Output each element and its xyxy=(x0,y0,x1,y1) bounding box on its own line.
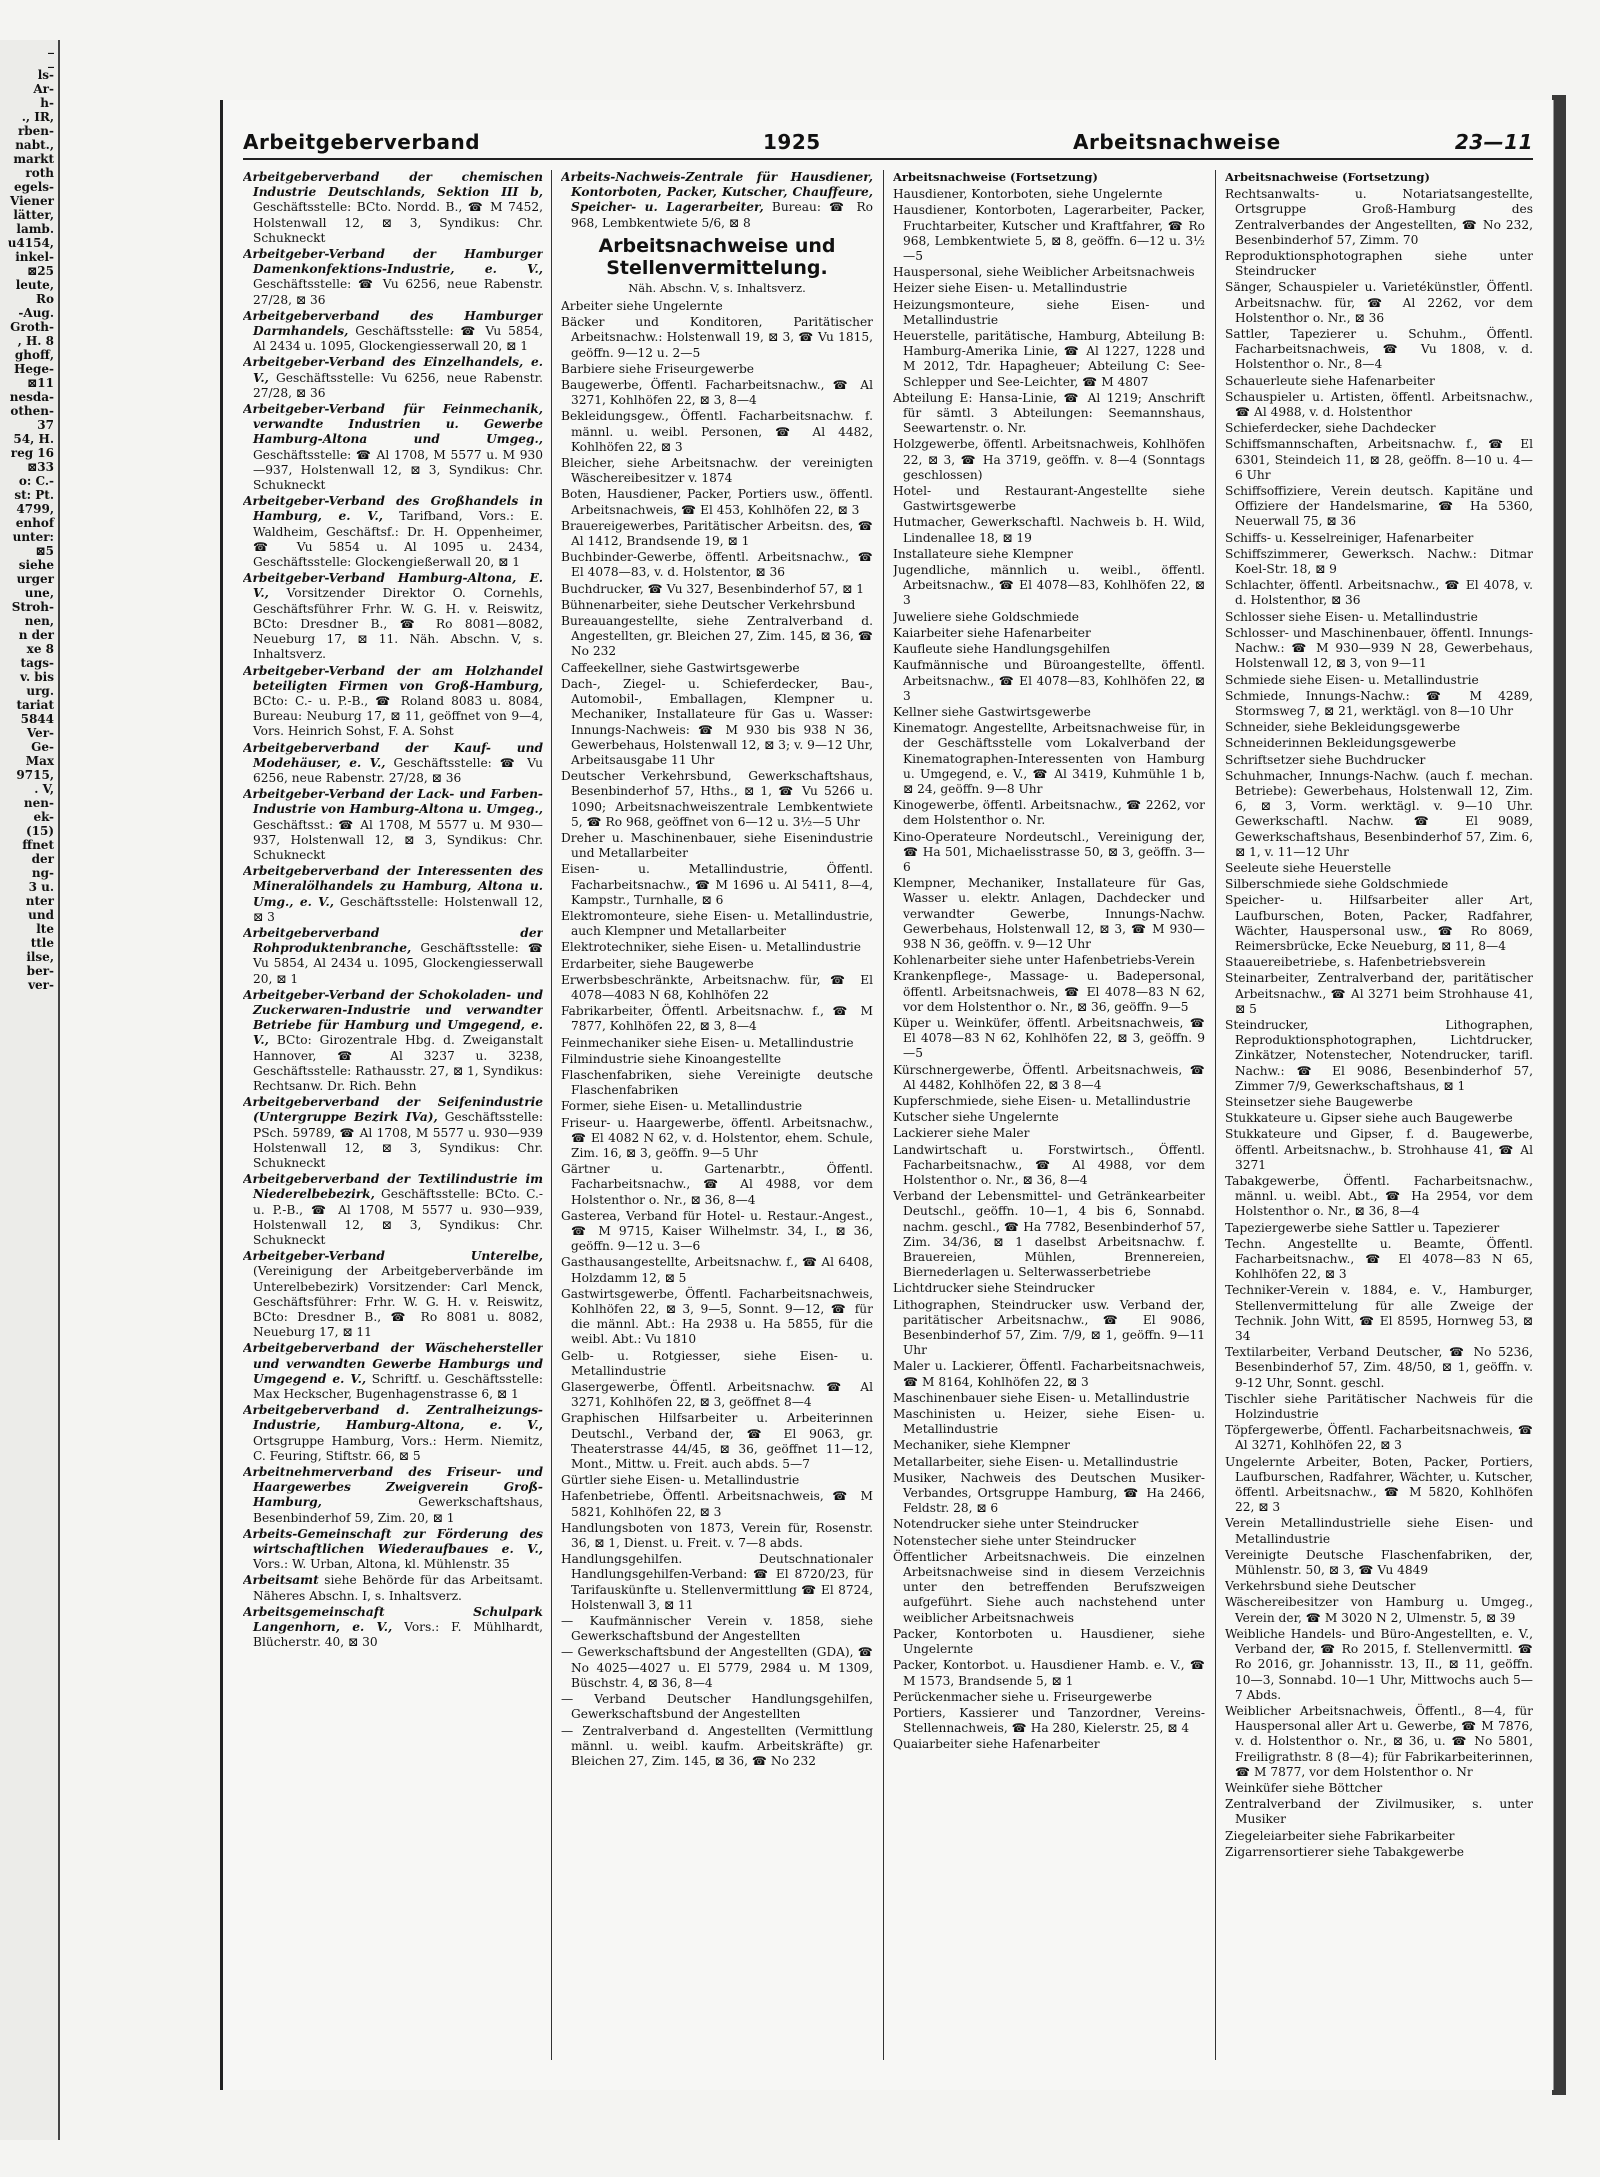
entry-details: BCto: Girozentrale Hbg. d. Zweiganstalt Hannover, ☎ Al 3237 u. 3238, Geschäftsstelle: Rathausstr. 27, ⊠ 1, Syndikus: Rechtsanw. Dr. Rich. Behn xyxy=(253,1033,543,1093)
directory-entry: Schieferdecker, siehe Dachdecker xyxy=(1225,421,1436,436)
directory-entry: Erdarbeiter, siehe Baugewerbe xyxy=(561,956,754,971)
directory-entry: Weinküfer siehe Böttcher xyxy=(1225,1780,1383,1795)
directory-entry: Elektrotechniker, siehe Eisen- u. Metallindustrie xyxy=(561,940,861,955)
directory-entry: Schiffszimmerer, Gewerksch. Nachw.: Ditmar Koel-Str. 18, ⊠ 9 xyxy=(1225,546,1533,577)
entry-details: Geschäftsstelle: Vu 6256, neue Rabenstr. 27/28, ⊠ 36 xyxy=(253,370,543,400)
directory-entry: Öffentlicher Arbeitsnachweis. Die einzelnen Arbeitsnachweise sind in diesem Verzeichnis unter den betreffenden Berufszweigen aufgeführt. Siehe auch nachstehend unter weiblicher Arbeitsnachweis xyxy=(893,1549,1205,1625)
fragment-text: (15) xyxy=(25,824,54,838)
section-title: Arbeitsnachweise und Stellenvermittelung. xyxy=(598,234,836,279)
directory-entry: Gasthausangestellte, Arbeitsnachw. f., ☎ Al 6408, Holzdamm 12, ⊠ 5 xyxy=(561,1255,873,1285)
directory-entry xyxy=(243,1249,543,1340)
directory-entry: Notendrucker siehe unter Steindrucker xyxy=(893,1517,1139,1532)
directory-entry xyxy=(243,494,543,570)
directory-entry: — Zentralverband d. Angestellten (Vermittlung männl. u. weibl. kaufm. Arbeitskräfte) gr. Bleichen 27, Zim. 145, ⊠ 36, ☎ No 232 xyxy=(561,1723,873,1768)
directory-entry: Wäschereibesitzer von Hamburg u. Umgeg., Verein der, ☎ M 3020 N 2, Ulmenstr. 5, ⊠ 39 xyxy=(1225,1595,1533,1625)
entry-details: Geschäftsstelle: Holstenwall 12, ⊠ 3 xyxy=(253,894,543,924)
fragment-text: urg. xyxy=(26,684,54,698)
entry-details: Gewerkschaftshaus, Besenbinderhof 59, Zim. 20, ⊠ 1 xyxy=(253,1495,543,1525)
directory-entry: Eisen- u. Metallindustrie, Öffentl. Facharbeitsnachw., ☎ M 1696 u. Al 5411, 8—4, Kampstr., Turnhalle, ⊠ 6 xyxy=(561,862,873,907)
entry-details: Geschäftsstelle: ☎ Vu 6256, neue Rabenstr. 27/28, ⊠ 36 xyxy=(253,755,543,785)
fragment-text: leute, xyxy=(15,278,54,292)
directory-entry xyxy=(243,1172,543,1248)
directory-entry: Schlosser- und Maschinenbauer, öffentl. Innungs-Nachw.: ☎ M 930—939 N 28, Gewerbehaus, Holstenwall 12, ⊠ 3, von 9—11 xyxy=(1225,625,1533,671)
directory-entry: Gastwirtsgewerbe, Öffentl. Facharbeitsnachweis, Kohlhöfen 22, ⊠ 3, 9—5, Sonnt. 9—12, ☎ für die männl. Abt.: Ha 2938 u. Ha 5855, für die weibl. Abt.: Vu 1810 xyxy=(561,1286,873,1347)
entry-name: Arbeitnehmerverband des Friseur- und Haargewerbes Zweigverein Groß-Hamburg, xyxy=(243,1465,543,1510)
entry-details: Geschäftsst.: ☎ Al 1708, M 5577 u. M 930—937, Holstenwall 12, ⊠ 3, Syndikus: Chr. Schukneckt xyxy=(253,817,543,862)
directory-entry: Gelb- u. Rotgiesser, siehe Eisen- u. Metallindustrie xyxy=(561,1348,873,1378)
fragment-text: siehe xyxy=(18,558,54,572)
adjacent-page-fragment xyxy=(0,40,60,2140)
directory-entry: Stukkateure u. Gipser siehe auch Baugewerbe xyxy=(1225,1111,1513,1126)
fragment-text: ⊠25 xyxy=(27,264,54,278)
fragment-text: reg 16 xyxy=(10,446,54,460)
directory-entry: Gürtler siehe Eisen- u. Metallindustrie xyxy=(561,1473,800,1488)
directory-entry: Baugewerbe, Öffentl. Facharbeitsnachw., ☎ Al 3271, Kohlhöfen 22, ⊠ 3, 8—4 xyxy=(561,378,873,408)
directory-entry xyxy=(243,664,543,740)
entry-details: (Vereinigung der Arbeitgeberverbände im Unterelbebezirk) Vorsitzender: Carl Menck, Geschäftsführer: Frhr. W. G. H. v. Reiswitz, BCto: Dresdner B., ☎ Ro 8081 u. 8082, Neueburg 17, ⊠ 11 xyxy=(253,1264,543,1340)
directory-entry: Weibliche Handels- und Büro-Angestellten, e. V., Verband der, ☎ Ro 2015, f. Stellenvermittl. ☎ Ro 2016, gr. Johannisstr. 13, II., ⊠ 11, geöffn. 10—3, Sonnabd. 10—1 Uhr, Mittwochs auch 5—7 Abds. xyxy=(1225,1626,1533,1702)
directory-entry: Arbeiter siehe Ungelernte xyxy=(561,299,723,314)
fragment-text: rben- xyxy=(17,124,54,138)
directory-entry: Jugendliche, männlich u. weibl., öffentl. Arbeitsnachw., ☎ El 4078—83, Kohlhöfen 22, ⊠ 3 xyxy=(893,563,1205,608)
fragment-text: xe 8 xyxy=(26,642,54,656)
fragment-text: ls- xyxy=(37,68,54,82)
fragment-text: ghoff, xyxy=(14,348,54,362)
directory-entry: Weiblicher Arbeitsnachweis, Öffentl., 8—4, für Hauspersonal aller Art u. Gewerbe, ☎ M 7876, v. d. Holstenthor o. Nr., ⊠ 36, u. ☎ No 5801, Freiligrathstr. 8 (8—4); für Fabrikarbeiterinnen, ☎ M 7877, vor dem Holstenthor o. Nr xyxy=(1225,1703,1533,1779)
directory-entry xyxy=(243,926,543,987)
directory-entry: Kaufleute siehe Handlungsgehilfen xyxy=(893,642,1111,657)
directory-entry: Schlachter, öffentl. Arbeitsnachw., ☎ El 4078, v. d. Holstenthor, ⊠ 36 xyxy=(1225,578,1533,608)
entry-name: Arbeitgeberverband der chemischen Industrie Deutschlands, Sektion III b, xyxy=(243,170,543,200)
directory-entry: Kinogewerbe, öffentl. Arbeitsnachw., ☎ 2262, vor dem Holstenthor o. Nr. xyxy=(893,798,1205,828)
fragment-text: egels- xyxy=(14,180,54,194)
directory-entry: Ziegeleiarbeiter siehe Fabrikarbeiter xyxy=(1225,1828,1455,1843)
directory-entry xyxy=(243,1605,543,1651)
directory-entry: Gärtner u. Gartenarbtr., Öffentl. Facharbeitsnachw., ☎ Al 4988, vor dem Holstenthor o. Nr., ⊠ 36, 8—4 xyxy=(561,1162,873,1207)
fragment-text: -Aug. xyxy=(18,306,54,320)
fragment-text: ffnet xyxy=(22,838,54,852)
directory-entry: Schmiede siehe Eisen- u. Metallindustrie xyxy=(1225,672,1479,687)
entry-details: Geschäftsstelle: ☎ Vu 5854, Al 2434 u. 1095, Glockengiesserwall 20, ⊠ 1 xyxy=(253,941,543,986)
directory-entry: Speicher- u. Hilfsarbeiter aller Art, Laufburschen, Boten, Packer, Radfahrer, Wächter, Hauspersonal usw., ☎ Ro 8069, Reimersbrücke, Ecke Neueburg, ⊠ 11, 8—4 xyxy=(1225,893,1533,953)
directory-entry: Techniker-Verein v. 1884, e. V., Hamburger, Stellenvermittelung für alle Zweige der Technik. John Witt, ☎ El 8595, Hornweg 53, ⊠ 34 xyxy=(1225,1283,1533,1344)
column-heading: Arbeitsnachweise (Fortsetzung) xyxy=(893,170,1098,184)
directory-entry: Schauerleute siehe Hafenarbeiter xyxy=(1225,373,1435,388)
directory-entry: Graphischen Hilfsarbeiter u. Arbeiterinnen Deutschl., Verband der, ☎ El 9063, gr. Theaterstrasse 44/45, ⊠ 36, geöffnet 11—12, Mont., Mittw. u. Freit. auch abds. 5—7 xyxy=(561,1411,873,1472)
fragment-text: nesda- xyxy=(9,390,54,404)
directory-entry: Packer, Kontorbot. u. Hausdiener Hamb. e. V., ☎ M 1573, Brandsende 5, ⊠ 1 xyxy=(893,1658,1205,1688)
running-header xyxy=(243,130,1533,160)
entry-details: BCto: C.- u. P.-B., ☎ Roland 8083 u. 8084, Bureau: Neuburg 17, ⊠ 11, geöffnet von 9—4, Vors. Heinrich Sohst, F. A. Sohst xyxy=(253,693,543,739)
fragment-text: _ xyxy=(48,54,54,68)
fragment-text: Ar- xyxy=(33,82,54,96)
directory-entry: Kutscher siehe Ungelernte xyxy=(893,1110,1059,1125)
directory-page xyxy=(220,100,1554,2090)
directory-entry: Kupferschmiede, siehe Eisen- u. Metallindustrie xyxy=(893,1093,1191,1108)
fragment-text: urger xyxy=(16,572,54,586)
fragment-text: 3 u. xyxy=(28,880,54,894)
fragment-text: markt xyxy=(13,152,54,166)
fragment-text: lätter, xyxy=(13,208,54,222)
fragment-text: Ge- xyxy=(31,740,54,754)
fragment-text: ⊠11 xyxy=(27,376,54,390)
directory-entry: Packer, Kontorboten u. Hausdiener, siehe Ungelernte xyxy=(893,1626,1205,1657)
directory-entry: Lichtdrucker siehe Steindrucker xyxy=(893,1281,1095,1296)
fragment-text: ⊠5 xyxy=(35,544,54,558)
fragment-text: ng- xyxy=(31,866,54,880)
directory-entry: Maler u. Lackierer, Öffentl. Facharbeitsnachweis, ☎ M 8164, Kohlhöfen 22, ⊠ 3 xyxy=(893,1359,1205,1389)
entry-details: Vors.: W. Urban, Altona, kl. Mühlenstr. 35 xyxy=(253,1557,510,1572)
directory-entry: Techn. Angestellte u. Beamte, Öffentl. Facharbeitsnachw., ☎ El 4078—83 N 65, Kohlhöfen 22, ⊠ 3 xyxy=(1225,1236,1533,1282)
entry-details: Ortsgruppe Hamburg, Vors.: Herm. Niemitz, C. Feuring, Stiftstr. 66, ⊠ 5 xyxy=(253,1433,543,1463)
header-left-title: Arbeitgeberverband xyxy=(243,130,481,154)
fragment-text: _ xyxy=(48,40,54,54)
directory-entry xyxy=(243,864,543,925)
directory-entry: Schiffs- u. Kesselreiniger, Hafenarbeiter xyxy=(1225,530,1474,545)
directory-entry: Silberschmiede siehe Goldschmiede xyxy=(1225,877,1449,892)
directory-entry: Musiker, Nachweis des Deutschen Musiker-Verbandes, Ortsgruppe Hamburg, ☎ Ha 2466, Feldstr. 28, ⊠ 6 xyxy=(893,1470,1205,1516)
directory-entry: Bureauangestellte, siehe Zentralverband d. Angestellten, gr. Bleichen 27, Zim. 145, ⊠ 36, ☎ No 232 xyxy=(561,614,873,659)
directory-entry: Kellner siehe Gastwirtsgewerbe xyxy=(893,704,1091,719)
section-subtitle: Näh. Abschn. V, s. Inhaltsverz. xyxy=(628,280,806,295)
directory-entry: Töpfergewerbe, Öffentl. Facharbeitsnachweis, ☎ Al 3271, Kohlhöfen 22, ⊠ 3 xyxy=(1225,1423,1533,1453)
directory-entry: Verein Metallindustrielle siehe Eisen- und Metallindustrie xyxy=(1225,1516,1533,1546)
fragment-text: ber- xyxy=(26,964,54,978)
directory-entry: Tapeziergewerbe siehe Sattler u. Tapezierer xyxy=(1225,1220,1500,1235)
entry-details: Geschäftsstelle: ☎ Al 1708, M 5577 u. M 930—937, Holstenwall 12, ⊠ 3, Syndikus: Chr. Schukneckt xyxy=(253,447,543,493)
directory-entry xyxy=(243,988,543,1094)
entry-name: Arbeitgeber-Verband für Feinmechanik, verwandte Industrien u. Gewerbe Hamburg-Altona und Umgeg., xyxy=(243,402,543,447)
directory-entry: Ungelernte Arbeiter, Boten, Packer, Portiers, Laufburschen, Radfahrer, Wächter, u. Kutscher, öffentl. Arbeitsnachw., ☎ M 5820, Kohlhöfen 22, ⊠ 3 xyxy=(1225,1454,1533,1515)
entry-name: Arbeitgeber-Verband der am Holzhandel beteiligten Firmen von Groß-Hamburg, xyxy=(243,663,543,693)
directory-entry xyxy=(243,1095,543,1171)
fragment-text: nabt., xyxy=(15,138,54,152)
fragment-text: u4154, xyxy=(7,236,54,250)
directory-entry: Bekleidungsgew., Öffentl. Facharbeitsnachw. f. männl. u. weibl. Personen, ☎ Al 4482, Kohlhöfen 22, ⊠ 3 xyxy=(561,409,873,454)
directory-entry: Kürschnergewerbe, Öffentl. Arbeitsnachweis, ☎ Al 4482, Kohlhöfen 22, ⊠ 3 8—4 xyxy=(893,1062,1205,1092)
entry-details: Vors.: F. Mühlhardt, Blücherstr. 40, ⊠ 30 xyxy=(253,1620,543,1650)
fragment-text: , H. 8 xyxy=(17,334,54,348)
fragment-text: . V, xyxy=(34,782,54,796)
directory-entry: Schiffsoffiziere, Verein deutsch. Kapitäne und Offiziere der Handelsmarine, ☎ Ha 5360, Neuerwall 75, ⊠ 36 xyxy=(1225,484,1533,529)
fragment-text: Max xyxy=(25,754,54,768)
directory-entry: Hotel- und Restaurant-Angestellte siehe Gastwirtsgewerbe xyxy=(893,484,1205,514)
directory-entry: Zentralverband der Zivilmusiker, s. unter Musiker xyxy=(1225,1797,1533,1827)
entry-details: Geschäftsstelle: ☎ Vu 6256, neue Rabenstr. 27/28, ⊠ 36 xyxy=(253,277,543,307)
entry-details: Geschäftsstelle: ☎ Vu 5854, Al 2434 u. 1095, Glockengiesserwall 20, ⊠ 1 xyxy=(253,324,543,354)
directory-entry xyxy=(243,1573,543,1603)
directory-entry: Lackierer siehe Maler xyxy=(893,1126,1030,1141)
fragment-text: ek- xyxy=(33,810,54,824)
directory-entry: Holzgewerbe, öffentl. Arbeitsnachweis, Kohlhöfen 22, ⊠ 3, ☎ Ha 3719, geöffn. v. 8—4 (Sonntags geschlossen) xyxy=(893,437,1205,482)
entry-name: Arbeitgeber-Verband des Großhandels in Hamburg, e. V., xyxy=(243,494,543,524)
fragment-text: nen, xyxy=(24,614,54,628)
directory-entry: Sattler, Tapezierer u. Schuhm., Öffentl. Facharbeitsnachweis, ☎ Vu 1808, v. d. Holstenthor o. Nr., 8—4 xyxy=(1225,327,1533,372)
directory-entry: Sänger, Schauspieler u. Varietékünstler, Öffentl. Arbeitsnachw. für, ☎ Al 2262, vor dem Holstenthor o. Nr., ⊠ 36 xyxy=(1225,280,1533,325)
directory-entry: Kino-Operateure Nordeutschl., Vereinigung der, ☎ Ha 501, Michaelisstrasse 50, ⊠ 3, geöffn. 3—6 xyxy=(893,829,1205,874)
directory-entry: Schneider, siehe Bekleidungsgewerbe xyxy=(1225,720,1461,735)
directory-entry xyxy=(243,1465,543,1526)
fragment-text: o: C.- xyxy=(18,474,54,488)
fragment-text: n der xyxy=(18,628,54,642)
directory-entry: Heuerstelle, paritätische, Hamburg, Abteilung B: Hamburg-Amerika Linie, ☎ Al 1227, 1228 und M 2012, Tdr. Hapagheuer; Abteilung C: See-Schlepper und See-Leichter, ☎ M 4807 xyxy=(893,329,1205,389)
directory-entry: Seeleute siehe Heuerstelle xyxy=(1225,860,1392,875)
entry-details: Geschäftsstelle: BCto. Nordd. B., ☎ M 7452, Holstenwall 12, ⊠ 3, Syndikus: Chr. Schukneckt xyxy=(253,200,543,245)
directory-entry: Gasterea, Verband für Hotel- u. Restaur.-Angest., ☎ M 9715, Kaiser Wilhelmstr. 34, I., ⊠ 36, geöffn. 9—12 u. 3—6 xyxy=(561,1208,873,1254)
directory-entry: Juweliere siehe Goldschmiede xyxy=(893,609,1079,624)
directory-entry: — Gewerkschaftsbund der Angestellten (GDA), ☎ No 4025—4027 u. El 5779, 2984 u. M 1309, Büschstr. 4, ⊠ 36, 8—4 xyxy=(561,1645,873,1690)
fragment-text: Ro xyxy=(36,292,54,306)
directory-entry: Schiffsmannschaften, Arbeitsnachw. f., ☎ El 6301, Steindeich 11, ⊠ 28, geöffn. 8—10 u. 4—6 Uhr xyxy=(1225,437,1533,482)
fragment-text: Stroh- xyxy=(11,600,54,614)
header-year: 1925 xyxy=(763,130,821,154)
columns xyxy=(243,170,1533,2070)
directory-entry: Hutmacher, Gewerkschaftl. Nachweis b. H. Wild, Lindenallee 18, ⊠ 19 xyxy=(893,515,1205,545)
fragment-text: und xyxy=(28,908,54,922)
fragment-text: 37 xyxy=(37,418,54,432)
entry-details: Geschäftsstelle: BCto. C.- u. P.-B., ☎ Al 1708, M 5577 u. 930—939, Holstenwall 12, ⊠ 3, Syndikus: Chr. Schukneckt xyxy=(253,1187,543,1248)
entry-name: Arbeitgeberverband der Textilindustrie im Niederelbebezirk, xyxy=(243,1172,543,1202)
fragment-text: st: Pt. xyxy=(14,488,54,502)
directory-entry: Textilarbeiter, Verband Deutscher, ☎ No 5236, Besenbinderhof 57, Zim. 48/50, ⊠ 1, geöffn. v. 9-12 Uhr, Sonnt. geschl. xyxy=(1225,1345,1533,1390)
column-heading: Arbeitsnachweise (Fortsetzung) xyxy=(1225,170,1430,184)
directory-entry: Staauereibetriebe, s. Hafenbetriebsverein xyxy=(1225,955,1486,970)
fragment-text: Hege- xyxy=(14,362,54,376)
fragment-text: enhof xyxy=(15,516,54,530)
directory-entry: — Verband Deutscher Handlungsgehilfen, Gewerkschaftsbund der Angestellten xyxy=(561,1692,873,1722)
directory-entry: Elektromonteure, siehe Eisen- u. Metallindustrie, auch Klempner und Metallarbeiter xyxy=(561,908,873,939)
fragment-text: ⊠33 xyxy=(27,460,54,474)
entry-name: Arbeitsamt xyxy=(243,1573,319,1588)
entry-details: siehe Behörde für das Arbeitsamt. Näheres Abschn. I, s. Inhaltsverz. xyxy=(253,1573,543,1603)
directory-entry: Schauspieler u. Artisten, öffentl. Arbeitsnachw., ☎ Al 4988, v. d. Holstenthor xyxy=(1225,389,1533,420)
fragment-text: une, xyxy=(24,586,54,600)
directory-entry: Küper u. Weinküfer, öffentl. Arbeitsnachweis, ☎ El 4078—83 N 62, Kohlhöfen 22, ⊠ 3, geöffn. 9—5 xyxy=(893,1015,1205,1061)
fragment-text: Viener xyxy=(10,194,54,208)
directory-entry xyxy=(243,1403,543,1464)
column-2 xyxy=(561,170,873,2060)
directory-entry: Schmiede, Innungs-Nachw.: ☎ M 4289, Stormsweg 7, ⊠ 21, werktägl. von 8—10 Uhr xyxy=(1225,688,1533,718)
directory-entry xyxy=(243,309,543,355)
directory-entry: Erwerbsbeschränkte, Arbeitsnachw. für, ☎ El 4078—4083 N 68, Kohlhöfen 22 xyxy=(561,972,873,1002)
directory-entry: Quaiarbeiter siehe Hafenarbeiter xyxy=(893,1737,1100,1752)
fragment-text: 5844 xyxy=(20,712,54,726)
directory-entry xyxy=(243,402,543,493)
directory-entry: Metallarbeiter, siehe Eisen- u. Metallindustrie xyxy=(893,1454,1179,1469)
directory-entry: Dreher u. Maschinenbauer, siehe Eisenindustrie und Metallarbeiter xyxy=(561,830,873,861)
directory-entry: Steindrucker, Lithographen, Reproduktionsphotographen, Lichtdrucker, Zinkätzer, Notenstecher, Notendrucker, tarifl. Nachw.: ☎ El 9086, Besenbinderhof 57, Zimmer 7/9, Gewerkschaftshaus, ⊠ 1 xyxy=(1225,1017,1533,1093)
directory-entry: Fabrikarbeiter, Öffentl. Arbeitsnachw. f., ☎ M 7877, Kohlhöfen 22, ⊠ 3, 8—4 xyxy=(561,1004,873,1034)
directory-entry xyxy=(243,355,543,401)
directory-entry: Barbiere siehe Friseurgewerbe xyxy=(561,361,754,376)
fragment-text: ilse, xyxy=(26,950,54,964)
directory-entry: Krankenpflege-, Massage- u. Badepersonal, öffentl. Arbeitsnachweis, ☎ El 4078—83 N 62, vor dem Holstenthor o. Nr., ⊠ 36, geöffn. 9—5 xyxy=(893,969,1205,1014)
fragment-text: nen- xyxy=(23,796,54,810)
directory-entry xyxy=(243,247,543,308)
directory-entry: Hausdiener, Kontorboten, siehe Ungelernte xyxy=(893,187,1163,202)
fragment-text: 54, H. xyxy=(13,432,54,446)
entry-details: Geschäftsstelle: PSch. 59789, ☎ Al 1708, M 5577 u. 930—939 Holstenwall 12, ⊠ 3, Syndikus: Chr. Schukneckt xyxy=(253,1110,543,1170)
fragment-text: roth xyxy=(25,166,54,180)
directory-entry: Bühnenarbeiter, siehe Deutscher Verkehrsbund xyxy=(561,597,856,612)
fragment-text: h- xyxy=(40,96,54,110)
fragment-text: tariat xyxy=(16,698,54,712)
directory-entry: Bäcker und Konditoren, Paritätischer Arbeitsnachw.: Holstenwall 19, ⊠ 3, ☎ Vu 1815, geöffn. 9—12 u. 2—5 xyxy=(561,315,873,360)
directory-entry: Portiers, Kassierer und Tanzordner, Vereins-Stellennachweis, ☎ Ha 280, Kielerstr. 25, ⊠ 4 xyxy=(893,1705,1205,1736)
directory-entry: Lithographen, Steindrucker usw. Verband der, paritätischer Arbeitsnachw., ☎ El 9086, Besenbinderhof 57, Zim. 7/9, ⊠ 1, geöffn. 9—11 Uhr xyxy=(893,1297,1205,1358)
directory-entry: Caffeekellner, siehe Gastwirtsgewerbe xyxy=(561,660,800,675)
directory-entry xyxy=(561,170,873,231)
directory-entry: Notenstecher siehe unter Steindrucker xyxy=(893,1533,1136,1548)
directory-entry: Friseur- u. Haargewerbe, öffentl. Arbeitsnachw., ☎ El 4082 N 62, v. d. Holstentor, ehem. Schule, Zim. 16, ⊠ 3, geöffn. 9—5 Uhr xyxy=(561,1115,873,1160)
directory-entry: Kaufmännische und Büroangestellte, öffentl. Arbeitsnachw., ☎ El 4078—83, Kohlhöfen 22, ⊠ 3 xyxy=(893,658,1205,703)
directory-entry: Reproduktionsphotographen siehe unter Steindrucker xyxy=(1225,249,1533,279)
entry-name: Arbeitgeber-Verband der Hamburger Damenkonfektions-Industrie, e. V., xyxy=(243,247,543,277)
entry-name: Arbeitgeberverband d. Zentralheizungs-Industrie, Hamburg-Altona, e. V., xyxy=(243,1403,543,1433)
page-edge-shadow xyxy=(1552,95,1566,2095)
directory-entry: Abteilung E: Hansa-Linie, ☎ Al 1219; Anschrift für sämtl. 3 Abteilungen: Seemannshaus, Seewartenstr. o. Nr. xyxy=(893,390,1205,436)
fragment-text: lamb. xyxy=(16,222,54,236)
directory-entry: Hauspersonal, siehe Weiblicher Arbeitsnachweis xyxy=(893,265,1195,280)
fragment-text: lte xyxy=(36,922,54,936)
directory-entry xyxy=(243,1527,543,1573)
directory-entry: Flaschenfabriken, siehe Vereinigte deutsche Flaschenfabriken xyxy=(561,1067,873,1098)
directory-entry: Stukkateure und Gipser, f. d. Baugewerbe, öffentl. Arbeitsnachw., b. Strohhause 41, ☎ Al 3271 xyxy=(1225,1127,1533,1172)
directory-entry: Schlosser siehe Eisen- u. Metallindustrie xyxy=(1225,609,1478,624)
header-page-number: 23—11 xyxy=(1454,130,1533,154)
directory-entry: Vereinigte Deutsche Flaschenfabriken, der, Mühlenstr. 50, ⊠ 3, ☎ Vu 4849 xyxy=(1225,1547,1533,1578)
directory-entry xyxy=(243,1341,543,1402)
entry-name: Arbeitgeberverband der Seifenindustrie (Untergruppe Bezirk IVa), xyxy=(243,1095,543,1125)
directory-entry: Glasergewerbe, Öffentl. Arbeitsnachw. ☎ Al 3271, Kohlhöfen 22, ⊠ 3, geöffnet 8—4 xyxy=(561,1380,873,1410)
fragment-text: 4799, xyxy=(16,502,54,516)
entry-name: Arbeitgeber-Verband Unterelbe, xyxy=(243,1249,543,1264)
entry-details: Schriftf. u. Geschäftsstelle: Max Heckscher, Bugenhagenstrasse 6, ⊠ 1 xyxy=(253,1371,543,1402)
fragment-text: unter: xyxy=(12,530,54,544)
directory-entry: Zigarrensortierer siehe Tabakgewerbe xyxy=(1225,1844,1465,1859)
entry-details: Bureau: ☎ Ro 968, Lembkentwiete 5/6, ⊠ 8 xyxy=(571,200,873,230)
entry-name: Arbeits-Gemeinschaft zur Förderung des wirtschaftlichen Wiederaufbaues e. V., xyxy=(243,1526,543,1557)
entry-name: Arbeitgeberverband der Kauf- und Modehäuser, e. V., xyxy=(243,740,543,770)
directory-entry xyxy=(243,571,543,662)
directory-entry: Kohlenarbeiter siehe unter Hafenbetriebs-Verein xyxy=(893,953,1195,968)
directory-entry: Maschinenbauer siehe Eisen- u. Metallindustrie xyxy=(893,1390,1190,1405)
fragment-text: v. bis xyxy=(20,670,54,684)
directory-entry: Steinarbeiter, Zentralverband der, paritätischer Arbeitsnachw., ☎ Al 3271 beim Strohhause 41, ⊠ 5 xyxy=(1225,971,1533,1016)
directory-entry: Rechtsanwalts- u. Notariatsangestellte, Ortsgruppe Groß-Hamburg des Zentralverbandes der Angestellten, ☎ No 232, Besenbinderhof 57, Zimm. 70 xyxy=(1225,187,1533,247)
directory-entry: Kaiarbeiter siehe Hafenarbeiter xyxy=(893,625,1091,640)
directory-entry: Deutscher Verkehrsbund, Gewerkschaftshaus, Besenbinderhof 57, Hths., ⊠ 1, ☎ Vu 5266 u. 1090; Arbeitsnachweiszentrale Lembkentwiete 5, ☎ Ro 968, geöffnet von 6—12 u. 3½—5 Uhr xyxy=(561,769,873,829)
directory-entry: Installateure siehe Klempner xyxy=(893,546,1073,561)
column-4 xyxy=(1225,170,1533,2060)
directory-entry: Heizungsmonteure, siehe Eisen- und Metallindustrie xyxy=(893,297,1205,327)
directory-entry: Kinematogr. Angestellte, Arbeitsnachweise für, in der Geschäftsstelle vom Lokalverband der Kinematographen-Interessenten von Hamburg u. Umgegend, e. V., ☎ Al 3419, Kuhmühle 1 b, ⊠ 24, geöffn. 9—8 Uhr xyxy=(893,721,1205,796)
directory-entry: Schuhmacher, Innungs-Nachw. (auch f. mechan. Betriebe): Gewerbehaus, Holstenwall 12, Zim. 6, ⊠ 3, Vorm. werktägl. v. 9—10 Uhr. Gewerkschaftl. Nachw. ☎ El 9089, Gewerkschaftshaus, Besenbinderhof 57, Zim. 6, ⊠ 1, v. 11—12 Uhr xyxy=(1225,768,1533,859)
fragment-text: Ver- xyxy=(26,726,54,740)
directory-entry: Brauereigewerbes, Paritätischer Arbeitsn. des, ☎ Al 1412, Brandsende 19, ⊠ 1 xyxy=(561,518,873,549)
directory-entry: Handlungsboten von 1873, Verein für, Rosenstr. 36, ⊠ 1, Dienst. u. Freit. v. 7—8 abds. xyxy=(561,1520,873,1551)
directory-entry: Feinmechaniker siehe Eisen- u. Metallindustrie xyxy=(561,1035,854,1050)
entry-name: Arbeitgeber-Verband Hamburg-Altona, E. V., xyxy=(243,571,543,601)
directory-entry: Schneiderinnen Bekleidungsgewerbe xyxy=(1225,736,1456,751)
directory-entry: Mechaniker, siehe Klempner xyxy=(893,1438,1070,1453)
fragment-text: Groth- xyxy=(10,320,54,334)
column-3 xyxy=(893,170,1205,2060)
entry-name: Arbeits-Nachweis-Zentrale für Hausdiener, Kontorboten, Packer, Kutscher, Chauffeure, Speicher- u. Lagerarbeiter, xyxy=(561,170,873,215)
directory-entry: Handlungsgehilfen. Deutschnationaler Handlungsgehilfen-Verband: ☎ El 8720/23, für Tarifauskünfte u. Stellenvermittlung ☎ El 8724, Holstenwall 3, ⊠ 11 xyxy=(561,1552,873,1612)
directory-entry: Hausdiener, Kontorboten, Lagerarbeiter, Packer, Fruchtarbeiter, Kutscher und Kraftfahrer, ☎ Ro 968, Lembkentwiete 5, ⊠ 8, geöffn. 6—12 u. 3½—5 xyxy=(893,203,1205,264)
fragment-text: der xyxy=(31,852,54,866)
directory-entry: Former, siehe Eisen- u. Metallindustrie xyxy=(561,1099,803,1114)
directory-entry: Bleicher, siehe Arbeitsnachw. der vereinigten Wäschereibesitzer v. 1874 xyxy=(561,456,873,486)
fragment-text: 9715, xyxy=(16,768,54,782)
entry-name: Arbeitgeber-Verband der Schokoladen- und Zuckerwaren-Industrie und verwandter Betriebe für Hamburg und Umgegend, e. V., xyxy=(243,987,543,1048)
directory-entry: Dach-, Ziegel- u. Schieferdecker, Bau-, Automobil-, Emballagen, Klempner u. Mechaniker, Installateure für Gas u. Wasser: Innungs-Nachweis: ☎ M 930 bis 938 N 36, Gewerbehaus, Holstenwall 12, ⊠ 3; v. 9—12 Uhr, Arbeitsausgabe 11 Uhr xyxy=(561,676,873,767)
entry-name: Arbeitgeberverband der Interessenten des Mineralölhandels zu Hamburg, Altona u. Umg., e. V., xyxy=(243,864,543,909)
directory-entry: Buchdrucker, ☎ Vu 327, Besenbinderhof 57, ⊠ 1 xyxy=(561,581,864,596)
entry-name: Arbeitgeberverband des Hamburger Darmhandels, xyxy=(243,308,543,339)
directory-entry: Maschinisten u. Heizer, siehe Eisen- u. Metallindustrie xyxy=(893,1407,1205,1437)
directory-entry: Hafenbetriebe, Öffentl. Arbeitsnachweis, ☎ M 5821, Kohlhöfen 22, ⊠ 3 xyxy=(561,1489,873,1519)
entry-details: Tarifband, Vors.: E. Waldheim, Geschäftsf.: Dr. H. Oppenheimer, ☎ Vu 5854 u. Al 1095 u. 2434, Geschäftsstelle: Glockengießerwall 20, ⊠ 1 xyxy=(253,509,543,570)
fragment-text: othen- xyxy=(10,404,54,418)
header-section-title: Arbeitsnachweise xyxy=(1073,130,1281,154)
directory-entry: Steinsetzer siehe Baugewerbe xyxy=(1225,1094,1413,1109)
directory-entry: Buchbinder-Gewerbe, öffentl. Arbeitsnachw., ☎ El 4078—83, v. d. Holstentor, ⊠ 36 xyxy=(561,550,873,580)
directory-entry: Schriftsetzer siehe Buchdrucker xyxy=(1225,752,1426,767)
directory-entry: Filmindustrie siehe Kinoangestellte xyxy=(561,1051,782,1066)
entry-details: Vorsitzender Direktor O. Cornehls, Geschäftsführer Frhr. W. G. H. v. Reiswitz, BCto: Dresdner B., ☎ Ro 8081—8082, Neueburg 17, ⊠ 11. Näh. Abschn. V, s. Inhaltsverz. xyxy=(253,586,543,662)
directory-entry xyxy=(243,741,543,787)
directory-entry: Perückenmacher siehe u. Friseurgewerbe xyxy=(893,1689,1152,1704)
directory-entry: Heizer siehe Eisen- u. Metallindustrie xyxy=(893,281,1128,296)
fragment-text: inkel- xyxy=(15,250,54,264)
directory-entry: Boten, Hausdiener, Packer, Portiers usw., öffentl. Arbeitsnachweis, ☎ El 453, Kohlhöfen 22, ⊠ 3 xyxy=(561,487,873,517)
fragment-text: nter xyxy=(25,894,54,908)
directory-entry: Verband der Lebensmittel- und Getränkearbeiter Deutschl., geöffn. 10—1, 4 bis 6, Sonnabd. nachm. geschl., ☎ Ha 7782, Besenbinderhof 57, Zim. 34/36, ⊠ 1 daselbst Arbeitsnachw. f. Brauereien, Mühlen, Brennereien, Biernederlagen u. Selterwasserbetriebe xyxy=(893,1189,1205,1280)
fragment-text: ., IR, xyxy=(21,110,54,124)
directory-entry: Tischler siehe Paritätischer Nachweis für die Holzindustrie xyxy=(1225,1391,1533,1422)
directory-entry xyxy=(243,170,543,246)
column-1 xyxy=(243,170,543,2060)
entry-name: Arbeitgeber-Verband des Einzelhandels, e. V., xyxy=(243,355,543,385)
fragment-text: ttle xyxy=(30,936,54,950)
entry-name: Arbeitgeberverband der Wäschehersteller und verwandten Gewerbe Hamburgs und Umgegend e. V., xyxy=(243,1341,543,1386)
directory-entry: Verkehrsbund siehe Deutscher xyxy=(1225,1579,1416,1594)
directory-entry: Tabakgewerbe, Öffentl. Facharbeitsnachw., männl. u. weibl. Abt., ☎ Ha 2954, vor dem Holstenthor o. Nr., ⊠ 36, 8—4 xyxy=(1225,1174,1533,1219)
directory-entry: — Kaufmännischer Verein v. 1858, siehe Gewerkschaftsbund der Angestellten xyxy=(561,1614,873,1644)
directory-entry xyxy=(243,787,543,863)
entry-name: Arbeitgeberverband der Rohproduktenbranche, xyxy=(243,925,543,956)
fragment-text: tags- xyxy=(20,656,54,670)
directory-entry: Landwirtschaft u. Forstwirtsch., Öffentl. Facharbeitsnachw., ☎ Al 4988, vor dem Holstenthor o. Nr., ⊠ 36, 8—4 xyxy=(893,1142,1205,1187)
fragment-text: ver- xyxy=(28,978,54,992)
entry-name: Arbeitgeber-Verband der Lack- und Farben-Industrie von Hamburg-Altona u. Umgeg., xyxy=(243,787,543,817)
directory-entry: Klempner, Mechaniker, Installateure für Gas, Wasser u. elektr. Anlagen, Dachdecker und verwandter Gewerbe, Innungs-Nachw. Gewerbehaus, Holstenwall 12, ⊠ 3, ☎ M 930—938 N 36, geöffn. v. 9—12 Uhr xyxy=(893,876,1205,951)
entry-name: Arbeitsgemeinschaft Schulpark Langenhorn, e. V., xyxy=(243,1604,543,1635)
